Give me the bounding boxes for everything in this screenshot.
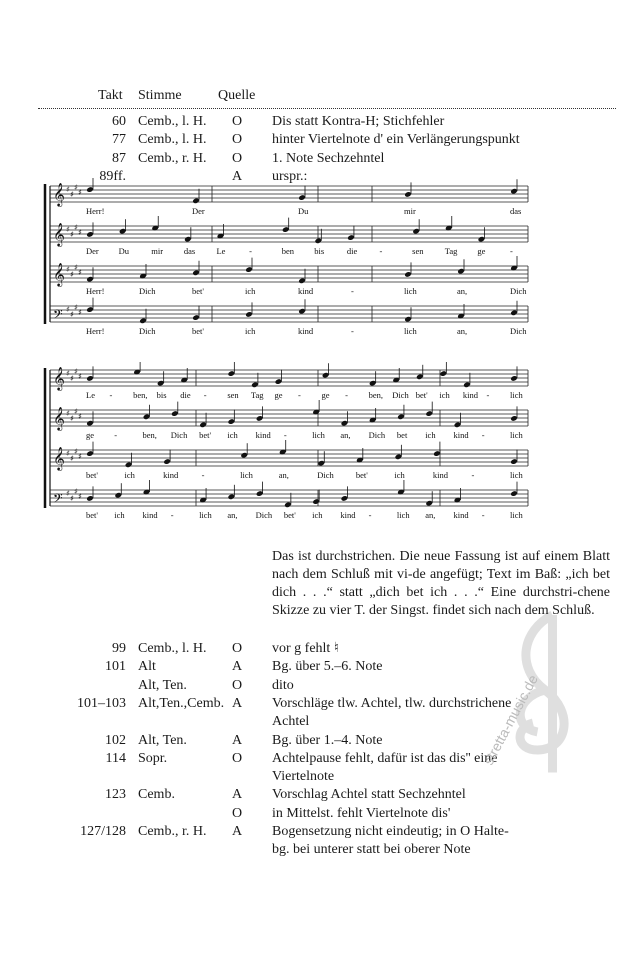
cell-takt: 114 <box>105 750 126 766</box>
cell-text: Achtelpause fehlt, dafür ist das dis'' eine <box>272 750 498 766</box>
lyric: ge <box>274 390 283 400</box>
lyric: kind <box>142 510 158 520</box>
cell-takt: 102 <box>105 732 126 748</box>
lyric: Dich <box>510 286 527 296</box>
cell-text: urspr.: <box>272 168 308 184</box>
lyric: Dich <box>170 430 188 440</box>
lyric: lich <box>312 430 325 440</box>
sharp-icon: ♯ <box>66 489 70 498</box>
sharp-icon: ♯ <box>66 409 70 418</box>
lyric: lich <box>510 430 523 440</box>
lyric: Herr! <box>86 206 105 216</box>
cell-text: vor g fehlt ♮ <box>272 641 339 656</box>
lyric: lich <box>404 326 417 336</box>
sharp-icon: ♯ <box>78 412 82 421</box>
lyric: - <box>351 286 354 296</box>
lyric: ich <box>245 286 256 296</box>
lyric: Le <box>216 246 226 256</box>
lyric: ich <box>425 430 436 440</box>
lyric: - <box>298 390 301 400</box>
lyric: bet' <box>86 510 98 520</box>
cell-quelle: O <box>232 677 243 693</box>
cell-text: dito <box>272 677 294 693</box>
lyric: kind <box>340 510 356 520</box>
lyric: lich <box>510 510 523 520</box>
lyric: bet' <box>192 286 204 296</box>
lyric: bet <box>396 430 408 440</box>
sharp-icon: ♯ <box>78 188 82 197</box>
score-system-1 <box>0 178 640 358</box>
watermark-text: stretta-music.de <box>480 672 541 768</box>
lyric: lich <box>396 510 410 520</box>
lyric: an, <box>227 510 238 520</box>
lyric: mir <box>404 206 416 216</box>
sharp-icon: ♯ <box>74 487 78 496</box>
lyric: ich <box>124 470 135 480</box>
cell-quelle: A <box>232 168 243 184</box>
lyric: kind <box>298 286 314 296</box>
lyric: - <box>481 510 485 520</box>
cell-quelle: A <box>232 659 243 675</box>
lyric: bet' <box>86 470 98 480</box>
sharp-icon: ♯ <box>70 454 74 463</box>
lyric: - <box>201 470 205 480</box>
cell-stimme: Alt,Ten.,Cemb. <box>138 695 225 711</box>
sharp-icon: ♯ <box>70 494 74 503</box>
cell-takt: 127/128 <box>80 824 126 839</box>
lyric: an, <box>457 286 468 296</box>
cell-stimme: Cemb., l. H. <box>138 641 207 656</box>
lyric: ich <box>312 510 323 520</box>
cell-text: hinter Viertelnote d' ein Verlängerungspunkt <box>272 132 520 148</box>
sharp-icon: ♯ <box>66 449 70 458</box>
lyric: - <box>114 430 118 440</box>
sharp-icon: ♯ <box>66 369 70 378</box>
bass-clef-icon: 𝄢 <box>53 491 63 509</box>
lyric: - <box>170 510 174 520</box>
lyric: ich <box>114 510 125 520</box>
lyric: bet' <box>283 510 296 520</box>
header-stimme: Stimme <box>138 88 182 103</box>
lyric: ich <box>227 430 238 440</box>
cell-takt: 101–103 <box>77 695 126 711</box>
lyric: bis <box>156 390 167 400</box>
lyric: Dich <box>317 470 334 480</box>
lyric: die <box>346 246 358 256</box>
sharp-icon: ♯ <box>78 308 82 317</box>
lyric: bet' <box>355 470 368 480</box>
cell-takt: 89ff. <box>99 168 126 184</box>
lyric: - <box>249 246 252 256</box>
sharp-icon: ♯ <box>70 230 74 239</box>
cell-text: in Mittelst. fehlt Viertelnote dis' <box>272 805 451 821</box>
lyric: lich <box>510 390 523 400</box>
note-paragraph: Das ist durchstrichen. Die neue Fassung ist auf einem Blatt nach dem Schluß mit vi-de angefügt; Text im Baß: „ich bet dich . . .“ statt „dich bet ich . . .“ Eine durchstri-chene Skizze zu vier T. der Singst. findet sich nach dem Schluß. <box>272 549 610 618</box>
lyric: Tag <box>444 246 458 256</box>
treble-clef-icon: 𝄞 <box>53 366 65 390</box>
sharp-icon: ♯ <box>74 447 78 456</box>
sharp-icon: ♯ <box>70 414 74 423</box>
lyric: - <box>368 510 372 520</box>
sharp-icon: ♯ <box>66 225 70 234</box>
cell-stimme: Sopr. <box>138 750 168 766</box>
lyric: kind <box>298 326 314 336</box>
lyric: Du <box>118 246 130 256</box>
cell-text: Vorschläge tlw. Achtel, tlw. durchstrichene <box>272 695 512 711</box>
cell-stimme: Alt, Ten. <box>138 677 187 693</box>
sharp-icon: ♯ <box>66 265 70 274</box>
cell-quelle: A <box>232 787 243 803</box>
lyric: Dich <box>368 430 386 440</box>
cell-takt: 87 <box>112 150 126 166</box>
cell-takt: 101 <box>105 659 126 675</box>
cell-takt: 60 <box>112 114 126 129</box>
cell-stimme: Alt <box>138 659 156 675</box>
lyric: - <box>345 390 348 400</box>
lyric: an, <box>425 510 436 520</box>
treble-clef-icon: 𝄞 <box>53 406 65 430</box>
lyric: - <box>379 246 383 256</box>
lyric: kind <box>453 510 469 520</box>
sharp-icon: ♯ <box>74 367 78 376</box>
sharp-icon: ♯ <box>78 268 82 277</box>
sharp-icon: ♯ <box>74 183 78 192</box>
sharp-icon: ♯ <box>66 185 70 194</box>
sharp-icon: ♯ <box>78 228 82 237</box>
cell-takt: 123 <box>105 787 126 803</box>
lyric: ge <box>477 246 486 256</box>
cell-takt: 77 <box>112 132 126 148</box>
lyric: Dich <box>139 286 156 296</box>
cell-stimme: Cemb., r. H. <box>138 824 207 839</box>
lyric: Le <box>86 390 95 400</box>
sharp-icon: ♯ <box>78 492 82 501</box>
lyric: ben, <box>142 430 157 440</box>
sharp-icon: ♯ <box>66 305 70 314</box>
header-quelle: Quelle <box>218 88 256 103</box>
lyric: an, <box>340 430 351 440</box>
sharp-icon: ♯ <box>70 374 74 383</box>
cell-text: bg. bei unterer statt bei oberer Note <box>272 842 471 858</box>
lyric: - <box>351 326 354 336</box>
sharp-icon: ♯ <box>70 270 74 279</box>
lyric: kind <box>163 470 179 480</box>
cell-text: Viertelnote <box>272 769 335 785</box>
cell-stimme: Cemb., r. H. <box>138 150 207 166</box>
lyric: bet' <box>199 430 211 440</box>
cell-quelle: O <box>232 114 243 129</box>
cell-text: Bg. über 1.–4. Note <box>272 732 383 748</box>
cell-stimme: Alt, Ten. <box>138 732 187 748</box>
lyric: - <box>109 390 113 400</box>
lyric: Der <box>192 206 205 216</box>
lyric: sen <box>227 390 239 400</box>
lyric: lich <box>240 470 253 480</box>
bass-clef-icon: 𝄢 <box>53 307 63 325</box>
lyric: bet' <box>192 326 204 336</box>
cell-quelle: O <box>232 150 243 166</box>
cell-text: Achtel <box>272 714 310 730</box>
cell-quelle: A <box>232 732 243 748</box>
cell-text: Vorschlag Achtel statt Sechzehntel <box>272 787 466 803</box>
sharp-icon: ♯ <box>74 407 78 416</box>
cell-text: Bogensetzung nicht eindeutig; in O Halte- <box>272 824 509 839</box>
lyric: Dich <box>510 326 527 336</box>
sharp-icon: ♯ <box>78 452 82 461</box>
cell-quelle: O <box>232 641 243 656</box>
lyric: ben, <box>368 390 384 400</box>
lyric: ge <box>86 430 95 440</box>
treble-clef-icon: 𝄞 <box>53 222 65 246</box>
sharp-icon: ♯ <box>78 372 82 381</box>
treble-clef-icon: 𝄞 <box>53 262 65 286</box>
lyric: das <box>510 206 522 216</box>
lyric: mir <box>151 246 164 256</box>
lyric: Du <box>298 206 309 216</box>
cell-stimme: Cemb. <box>138 787 175 803</box>
lyric: das <box>183 246 196 256</box>
lyric: ben <box>281 246 294 256</box>
header-rule <box>38 108 616 109</box>
lyric: Dich <box>255 510 273 520</box>
cell-stimme: Cemb., l. H. <box>138 114 207 129</box>
lyric: - <box>486 390 490 400</box>
lyric: - <box>283 430 287 440</box>
lyric: kind <box>432 470 449 480</box>
sharp-icon: ♯ <box>74 223 78 232</box>
lyric: kind <box>462 390 479 400</box>
lyric: ben, <box>133 390 148 400</box>
lyric: die <box>180 390 191 400</box>
lyric: ich <box>439 390 450 400</box>
lyric: - <box>481 430 485 440</box>
lyric: sen <box>412 246 424 256</box>
cell-text: Dis statt Kontra-H; Stichfehler <box>272 114 445 129</box>
score-system-2 <box>0 362 640 542</box>
header-takt: Takt <box>98 88 123 103</box>
lyric: - <box>203 390 207 400</box>
lyric: Dich <box>139 326 156 336</box>
lyric: lich <box>404 286 417 296</box>
cell-quelle: O <box>232 805 243 821</box>
cell-stimme: Cemb., l. H. <box>138 132 207 148</box>
cell-quelle: O <box>232 132 243 148</box>
lyric: an, <box>278 470 289 480</box>
cell-text: 1. Note Sechzehntel <box>272 150 385 166</box>
cell-quelle: A <box>232 824 243 839</box>
sharp-icon: ♯ <box>74 303 78 312</box>
lyric: bet' <box>415 390 428 400</box>
lyric: lich <box>199 510 212 520</box>
lyric: ich <box>394 470 405 480</box>
cell-quelle: O <box>232 750 243 766</box>
lyric: Herr! <box>86 286 105 296</box>
sharp-icon: ♯ <box>74 263 78 272</box>
lyric: Herr! <box>86 326 105 336</box>
lyric: kind <box>453 430 469 440</box>
lyric: an, <box>457 326 468 336</box>
lyric: ich <box>245 326 256 336</box>
lyric: Der <box>86 246 99 256</box>
cell-quelle: A <box>232 695 243 711</box>
cell-takt: 99 <box>112 641 126 656</box>
sharp-icon: ♯ <box>70 190 74 199</box>
lyric: Tag <box>250 390 264 400</box>
lyric: kind <box>255 430 271 440</box>
treble-clef-icon: 𝄞 <box>53 446 65 470</box>
lyric: Dich <box>392 390 409 400</box>
lyric: - <box>510 246 513 256</box>
lyric: ge <box>321 390 330 400</box>
lyric: lich <box>510 470 523 480</box>
cell-text: Bg. über 5.–6. Note <box>272 659 383 675</box>
sharp-icon: ♯ <box>70 310 74 319</box>
treble-clef-icon: 𝄞 <box>53 182 65 206</box>
lyric: - <box>471 470 475 480</box>
lyric: bis <box>314 246 325 256</box>
